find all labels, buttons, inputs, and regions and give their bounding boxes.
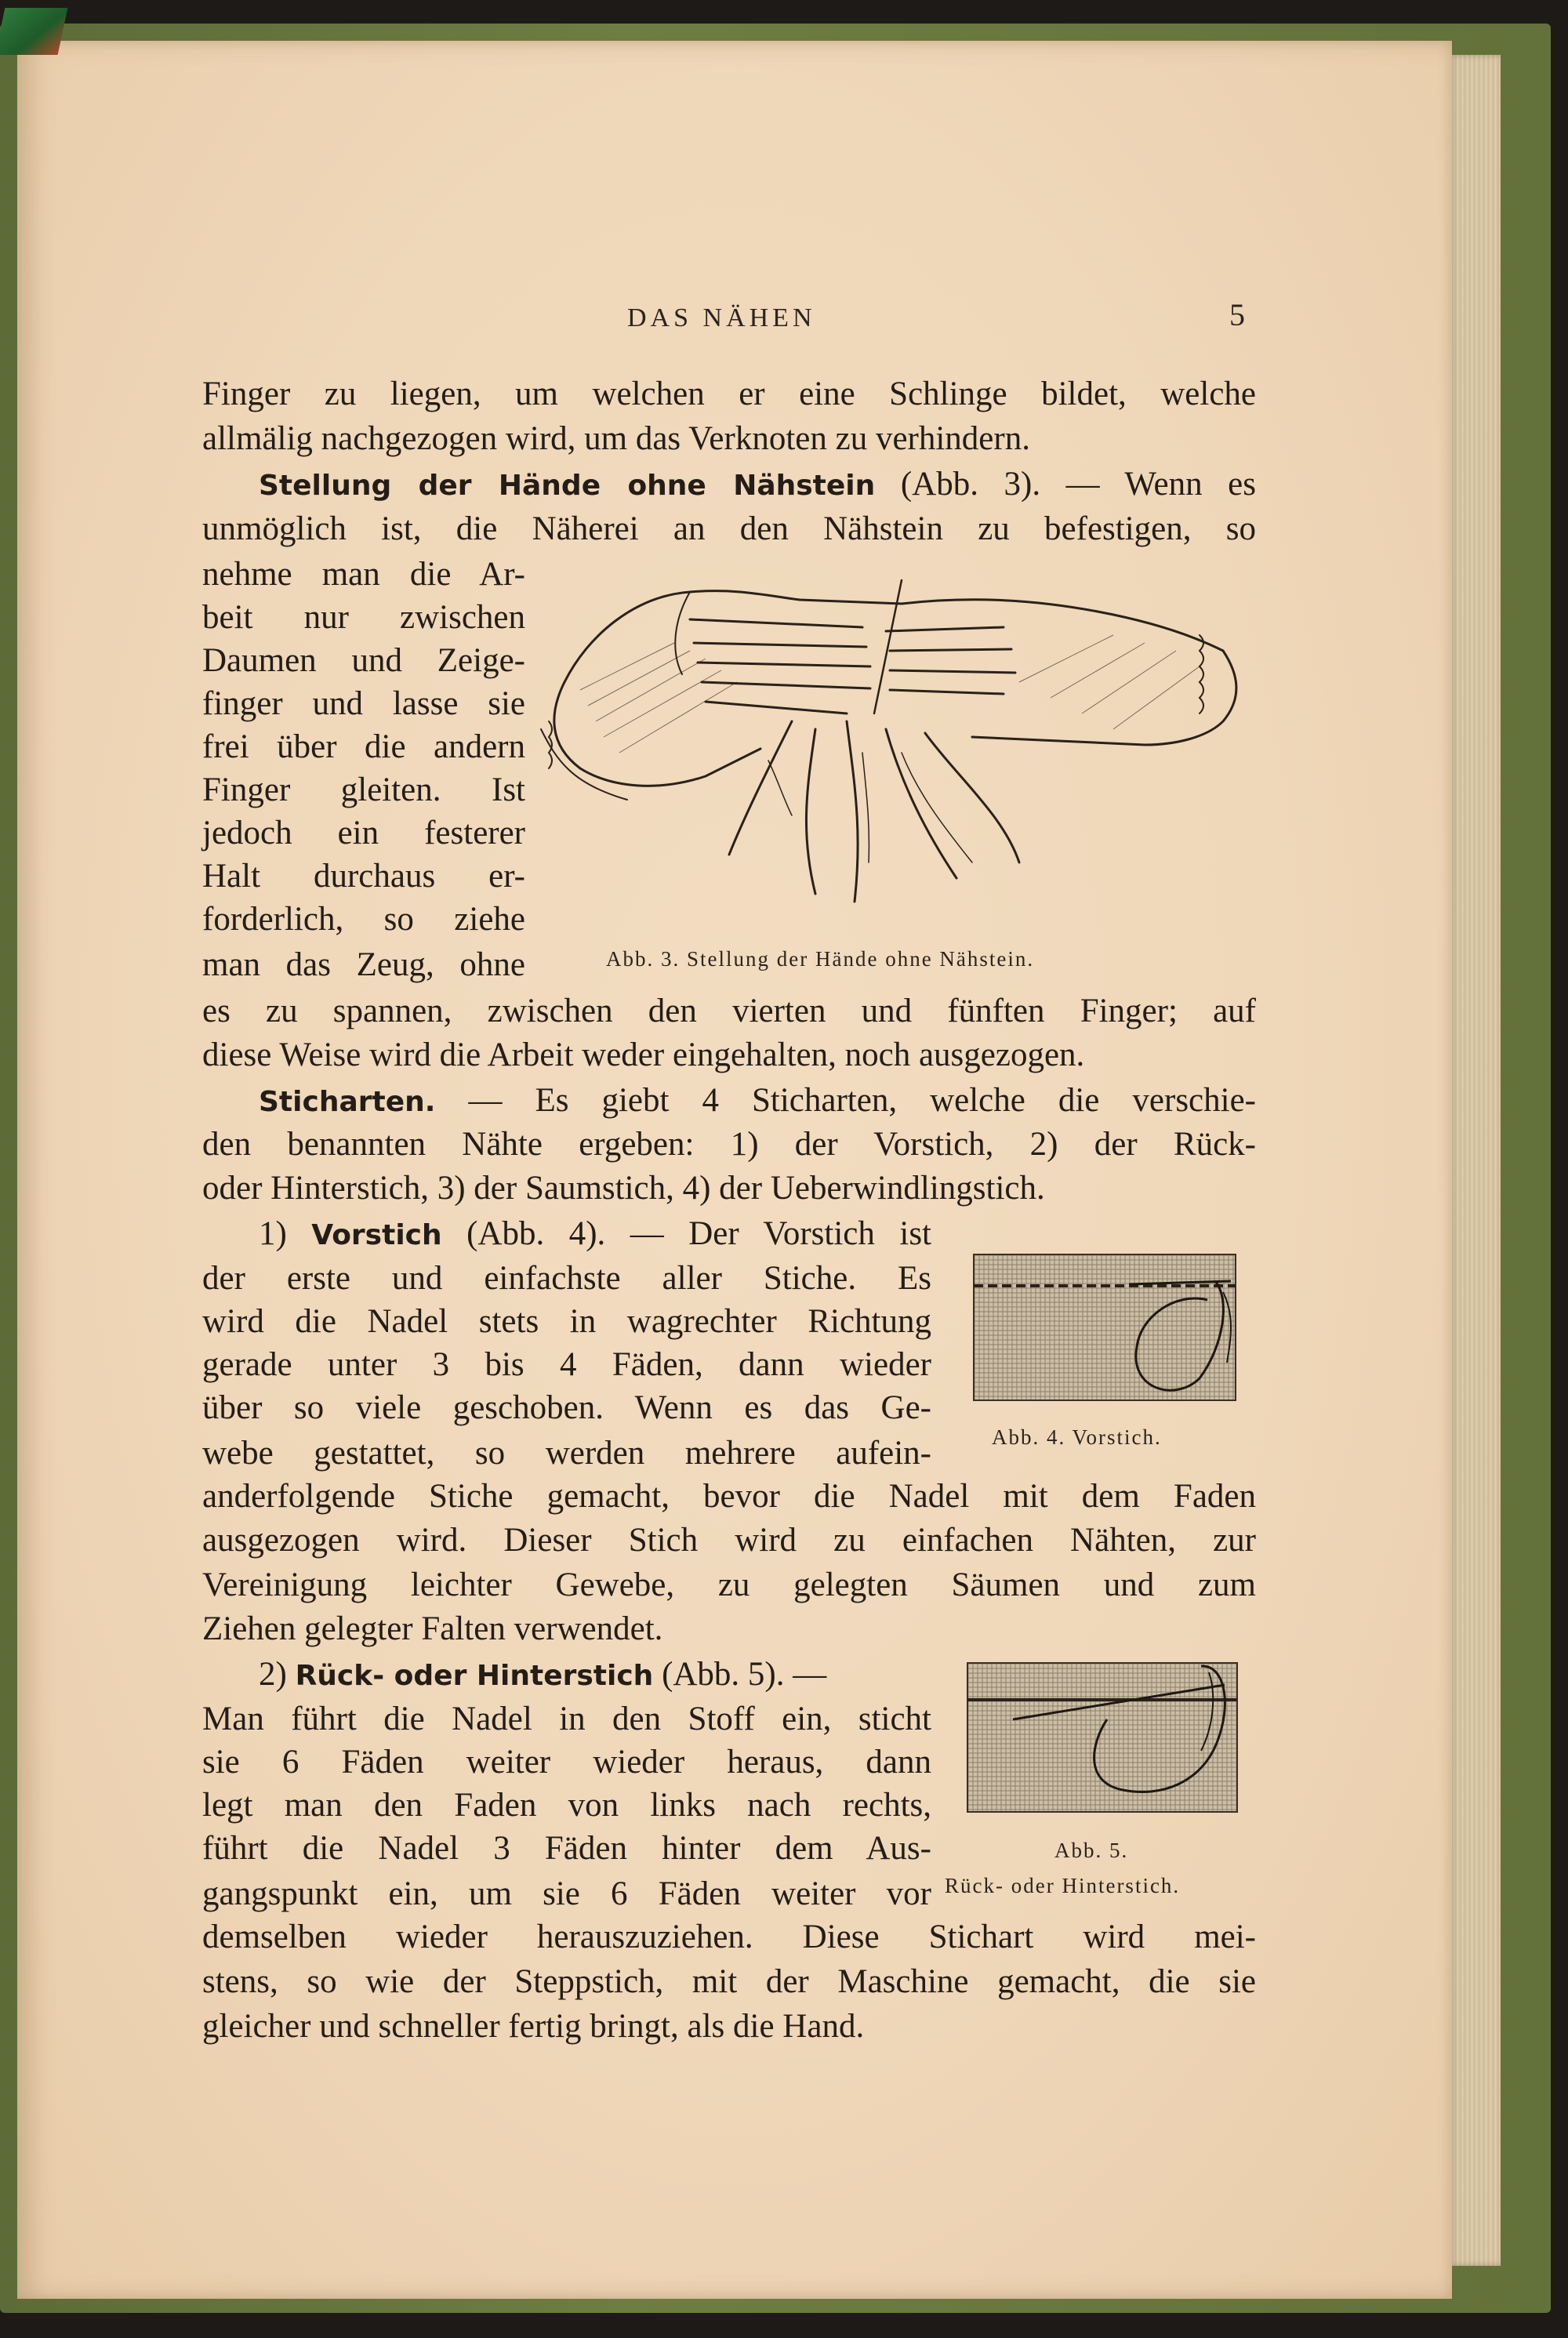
text-line: frei über die andern bbox=[202, 728, 525, 765]
text-line: oder Hinterstich, 3) der Saumstich, 4) der Ueberwindlingstich. bbox=[202, 1170, 1045, 1207]
text-span: (Abb. 3). — Wenn es bbox=[875, 466, 1256, 503]
text-line: anderfolgende Stiche gemacht, bevor die Nadel mit dem Faden bbox=[202, 1478, 1256, 1515]
text-line: den benannten Nähte ergeben: 1) der Vorstich, 2) der Rück- bbox=[202, 1126, 1256, 1163]
text-line: Ziehen gelegter Falten verwendet. bbox=[202, 1610, 663, 1647]
text-line: führt die Nadel 3 Fäden hinter dem Aus- bbox=[202, 1830, 931, 1867]
heading-vorstich: Vorstich bbox=[311, 1219, 442, 1251]
text-line bbox=[259, 1653, 931, 1698]
text-line: diese Weise wird die Arbeit weder eingehalten, noch ausgezogen. bbox=[202, 1036, 1085, 1073]
text-line: beit nur zwischen bbox=[202, 599, 525, 636]
text-line: unmöglich ist, die Näherei an den Nähstein zu befestigen, so bbox=[202, 510, 1256, 547]
text-line: webe gestattet, so werden mehrere aufein- bbox=[202, 1435, 931, 1472]
text-line: Finger gleiten. Ist bbox=[202, 771, 525, 808]
text-span: 1) bbox=[259, 1215, 312, 1252]
figure-5-caption-title: Rück- oder Hinterstich. bbox=[945, 1874, 1181, 1897]
text-line bbox=[259, 463, 1256, 508]
figure-3-caption: Abb. 3. Stellung der Hände ohne Nähstein. bbox=[606, 947, 1035, 971]
text-line: gerade unter 3 bis 4 Fäden, dann wieder bbox=[202, 1346, 931, 1383]
text-line: stens, so wie der Steppstich, mit der Maschine gemacht, die sie bbox=[202, 1963, 1256, 2000]
text-line: über so viele geschoben. Wenn es das Ge- bbox=[202, 1389, 931, 1426]
figure-5-rueckstich bbox=[966, 1657, 1240, 1813]
text-line: gleicher und schneller fertig bringt, als die Hand. bbox=[202, 2008, 865, 2045]
text-span: (Abb. 4). — Der Vorstich ist bbox=[441, 1215, 931, 1252]
figure-4-vorstich bbox=[972, 1253, 1239, 1402]
text-line: ausgezogen wird. Dieser Stich wird zu einfachen Nähten, zur bbox=[202, 1522, 1256, 1559]
text-line: forderlich, so ziehe bbox=[202, 901, 525, 938]
text-span: (Abb. 5). — bbox=[653, 1656, 827, 1693]
text-line bbox=[259, 1212, 931, 1258]
text-line: wird die Nadel stets in wagrechter Richtung bbox=[202, 1303, 931, 1340]
text-line: demselben wieder herauszuziehen. Diese Stichart wird mei- bbox=[202, 1919, 1256, 1955]
page-edges bbox=[1449, 55, 1501, 2266]
figure-4-caption: Abb. 4. Vorstich. bbox=[992, 1425, 1162, 1449]
text-line: man das Zeug, ohne bbox=[202, 946, 525, 983]
text-line: finger und lasse sie bbox=[202, 685, 525, 722]
heading-rueckstich: Rück- oder Hinterstich bbox=[295, 1660, 654, 1692]
text-line: jedoch ein festerer bbox=[202, 815, 525, 851]
bookmark-ribbon bbox=[0, 8, 67, 55]
text-span: 2) bbox=[259, 1656, 296, 1693]
text-line: Halt durchaus er- bbox=[202, 858, 525, 895]
text-line: legt man den Faden von links nach rechts, bbox=[202, 1787, 931, 1824]
running-title: DAS NÄHEN bbox=[627, 303, 816, 332]
text-line: sie 6 Fäden weiter wieder heraus, dann bbox=[202, 1744, 931, 1781]
heading-sticharten: Sticharten. bbox=[259, 1086, 436, 1118]
page-number: 5 bbox=[1229, 297, 1245, 332]
text-line: Vereinigung leichter Gewebe, zu gelegten Säumen und zum bbox=[202, 1567, 1256, 1603]
text-line: es zu spannen, zwischen den vierten und fünften Finger; auf bbox=[202, 993, 1256, 1029]
text-line: Finger zu liegen, um welchen er eine Schlinge bildet, welche bbox=[202, 376, 1256, 412]
text-line bbox=[259, 1079, 1256, 1124]
figure-5-caption-number: Abb. 5. bbox=[1054, 1839, 1129, 1862]
text-span: — Es giebt 4 Sticharten, welche die verschie- bbox=[435, 1082, 1256, 1119]
text-line: Man führt die Nadel in den Stoff ein, sticht bbox=[202, 1701, 931, 1737]
text-line: allmälig nachgezogen wird, um das Verknoten zu verhindern. bbox=[202, 420, 1030, 457]
text-line: gangspunkt ein, um sie 6 Fäden weiter vor bbox=[202, 1875, 931, 1912]
text-line: Daumen und Zeige- bbox=[202, 642, 525, 679]
heading-stellung: Stellung der Hände ohne Nähstein bbox=[259, 470, 876, 502]
text-line: der erste und einfachste aller Stiche. Es bbox=[202, 1260, 931, 1297]
figure-3-hands bbox=[533, 565, 1262, 933]
text-line: nehme man die Ar- bbox=[202, 556, 525, 593]
